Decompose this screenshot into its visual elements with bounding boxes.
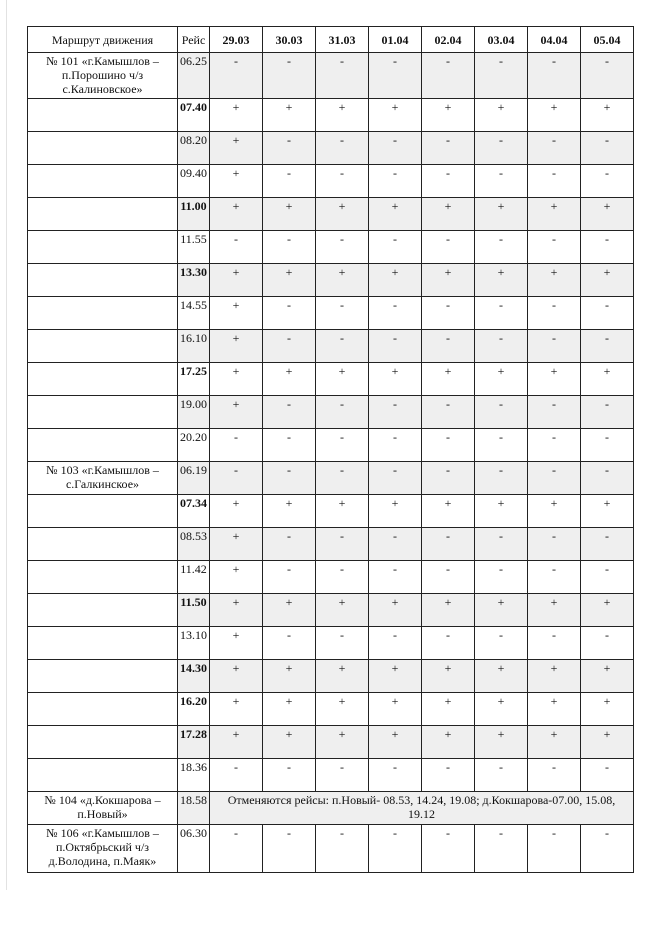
trip-mark: +: [581, 363, 634, 396]
trip-mark: +: [369, 495, 422, 528]
trip-time: 16.10: [178, 330, 210, 363]
trip-time: 11.55: [178, 231, 210, 264]
table-row: [28, 726, 634, 759]
trip-mark: +: [316, 264, 369, 297]
trip-mark: +: [210, 693, 263, 726]
schedule-body: [28, 53, 634, 873]
table-row: [28, 429, 634, 462]
route-name-empty: [28, 264, 178, 297]
trip-mark: -: [210, 825, 263, 873]
trip-mark: -: [263, 330, 316, 363]
trip-mark: +: [263, 594, 316, 627]
trip-mark: +: [210, 594, 263, 627]
trip-mark: +: [316, 594, 369, 627]
trip-mark: -: [422, 462, 475, 495]
trip-mark: -: [316, 561, 369, 594]
table-row: [28, 165, 634, 198]
trip-mark: -: [581, 759, 634, 792]
trip-mark: -: [316, 297, 369, 330]
trip-mark: -: [422, 132, 475, 165]
trip-mark: +: [369, 264, 422, 297]
trip-mark: -: [528, 165, 581, 198]
trip-mark: -: [369, 561, 422, 594]
trip-mark: -: [422, 429, 475, 462]
trip-mark: +: [369, 363, 422, 396]
trip-mark: -: [475, 462, 528, 495]
table-row: [28, 53, 634, 99]
trip-mark: +: [369, 693, 422, 726]
trip-mark: -: [210, 462, 263, 495]
trip-mark: +: [263, 198, 316, 231]
trip-time: 11.42: [178, 561, 210, 594]
trip-mark: -: [475, 132, 528, 165]
trip-mark: +: [369, 99, 422, 132]
trip-mark: -: [422, 627, 475, 660]
trip-mark: +: [316, 198, 369, 231]
trip-mark: -: [475, 429, 528, 462]
trip-mark: +: [369, 726, 422, 759]
route-name-empty: [28, 627, 178, 660]
table-row: [28, 594, 634, 627]
trip-mark: -: [422, 231, 475, 264]
table-row: [28, 825, 634, 873]
trip-mark: -: [263, 759, 316, 792]
table-row: [28, 363, 634, 396]
route-name-empty: [28, 165, 178, 198]
header-date: 05.04: [581, 27, 634, 53]
trip-mark: -: [369, 330, 422, 363]
trip-time: 06.30: [178, 825, 210, 873]
trip-mark: +: [422, 198, 475, 231]
trip-mark: -: [528, 429, 581, 462]
trip-mark: +: [316, 495, 369, 528]
trip-mark: -: [369, 528, 422, 561]
trip-mark: +: [210, 363, 263, 396]
trip-mark: -: [263, 429, 316, 462]
trip-mark: -: [263, 462, 316, 495]
trip-mark: -: [422, 53, 475, 99]
trip-mark: +: [263, 660, 316, 693]
trip-mark: -: [581, 297, 634, 330]
trip-mark: -: [316, 396, 369, 429]
table-row: [28, 759, 634, 792]
trip-mark: -: [528, 231, 581, 264]
cancellation-note: Отменяются рейсы: п.Новый- 08.53, 14.24, 19.08; д.Кокшарова-07.00, 15.08, 19.12: [210, 792, 634, 825]
trip-mark: +: [422, 495, 475, 528]
trip-mark: -: [528, 825, 581, 873]
trip-time: 06.19: [178, 462, 210, 495]
trip-mark: +: [263, 99, 316, 132]
trip-mark: -: [581, 330, 634, 363]
trip-mark: -: [528, 330, 581, 363]
trip-mark: +: [210, 198, 263, 231]
trip-mark: -: [422, 759, 475, 792]
trip-mark: +: [528, 660, 581, 693]
route-name-empty: [28, 693, 178, 726]
trip-mark: -: [475, 561, 528, 594]
trip-mark: -: [581, 825, 634, 873]
trip-mark: -: [475, 297, 528, 330]
trip-time: 06.25: [178, 53, 210, 99]
trip-mark: -: [369, 429, 422, 462]
trip-mark: +: [422, 726, 475, 759]
trip-mark: +: [475, 99, 528, 132]
trip-mark: -: [528, 132, 581, 165]
route-name-empty: [28, 594, 178, 627]
trip-mark: +: [316, 726, 369, 759]
table-row: [28, 462, 634, 495]
trip-mark: +: [263, 363, 316, 396]
trip-time: 18.36: [178, 759, 210, 792]
trip-mark: +: [581, 495, 634, 528]
trip-mark: +: [581, 693, 634, 726]
trip-mark: -: [263, 231, 316, 264]
trip-mark: +: [210, 297, 263, 330]
trip-mark: -: [316, 528, 369, 561]
trip-time: 17.25: [178, 363, 210, 396]
route-name-empty: [28, 198, 178, 231]
header-date: 31.03: [316, 27, 369, 53]
table-row: [28, 660, 634, 693]
trip-mark: -: [210, 429, 263, 462]
trip-mark: -: [263, 561, 316, 594]
page-left-edge: [0, 0, 7, 890]
trip-mark: -: [263, 528, 316, 561]
header-route: Маршрут движения: [28, 27, 178, 53]
table-row: [28, 792, 634, 825]
trip-mark: +: [581, 594, 634, 627]
trip-mark: +: [581, 660, 634, 693]
trip-time: 14.30: [178, 660, 210, 693]
trip-mark: +: [528, 198, 581, 231]
trip-mark: -: [369, 53, 422, 99]
header-date: 01.04: [369, 27, 422, 53]
trip-mark: -: [581, 462, 634, 495]
header-row: [28, 27, 634, 53]
trip-mark: -: [263, 627, 316, 660]
trip-mark: -: [316, 53, 369, 99]
route-name: № 106 «г.Камышлов – п.Октябрьский ч/з д.Володина, п.Маяк»: [28, 825, 178, 873]
trip-mark: -: [475, 627, 528, 660]
trip-time: 18.58: [178, 792, 210, 825]
route-name: № 104 «д.Кокшарова – п.Новый»: [28, 792, 178, 825]
trip-mark: -: [475, 53, 528, 99]
trip-mark: +: [369, 198, 422, 231]
route-name-empty: [28, 231, 178, 264]
trip-time: 08.20: [178, 132, 210, 165]
trip-mark: -: [581, 528, 634, 561]
trip-mark: +: [210, 528, 263, 561]
trip-mark: +: [210, 132, 263, 165]
trip-mark: +: [422, 660, 475, 693]
trip-mark: -: [316, 165, 369, 198]
table-row: [28, 561, 634, 594]
trip-mark: -: [316, 759, 369, 792]
trip-mark: -: [369, 297, 422, 330]
trip-mark: -: [210, 53, 263, 99]
header-date: 02.04: [422, 27, 475, 53]
trip-mark: -: [422, 165, 475, 198]
trip-mark: +: [369, 660, 422, 693]
trip-mark: -: [422, 330, 475, 363]
route-name-empty: [28, 495, 178, 528]
trip-mark: -: [528, 297, 581, 330]
trip-mark: -: [581, 561, 634, 594]
trip-mark: +: [210, 330, 263, 363]
trip-mark: +: [581, 726, 634, 759]
table-row: [28, 528, 634, 561]
route-name-empty: [28, 528, 178, 561]
trip-mark: +: [422, 594, 475, 627]
trip-mark: -: [316, 462, 369, 495]
trip-mark: -: [210, 231, 263, 264]
trip-mark: -: [475, 231, 528, 264]
trip-mark: -: [475, 396, 528, 429]
trip-mark: +: [528, 264, 581, 297]
trip-mark: -: [369, 759, 422, 792]
trip-mark: -: [369, 462, 422, 495]
table-row: [28, 396, 634, 429]
trip-mark: -: [475, 759, 528, 792]
trip-mark: +: [316, 693, 369, 726]
route-name: № 101 «г.Камышлов – п.Порошино ч/з с.Калиновское»: [28, 53, 178, 99]
trip-mark: +: [475, 660, 528, 693]
trip-mark: +: [528, 495, 581, 528]
trip-mark: +: [581, 99, 634, 132]
trip-mark: -: [528, 53, 581, 99]
trip-mark: -: [528, 462, 581, 495]
trip-mark: -: [528, 759, 581, 792]
trip-time: 11.50: [178, 594, 210, 627]
trip-mark: -: [263, 825, 316, 873]
trip-mark: -: [316, 825, 369, 873]
trip-mark: +: [475, 693, 528, 726]
trip-mark: +: [210, 660, 263, 693]
trip-mark: +: [528, 363, 581, 396]
trip-time: 09.40: [178, 165, 210, 198]
trip-mark: -: [475, 825, 528, 873]
trip-mark: +: [422, 693, 475, 726]
trip-mark: +: [263, 693, 316, 726]
trip-mark: +: [210, 561, 263, 594]
trip-mark: +: [210, 264, 263, 297]
trip-mark: +: [263, 495, 316, 528]
route-name-empty: [28, 132, 178, 165]
trip-mark: +: [581, 198, 634, 231]
trip-mark: +: [369, 594, 422, 627]
trip-mark: +: [475, 198, 528, 231]
trip-time: 13.10: [178, 627, 210, 660]
trip-time: 07.40: [178, 99, 210, 132]
trip-mark: +: [263, 726, 316, 759]
trip-mark: -: [581, 53, 634, 99]
trip-mark: -: [422, 561, 475, 594]
table-row: [28, 627, 634, 660]
trip-mark: +: [316, 660, 369, 693]
trip-mark: -: [210, 759, 263, 792]
trip-mark: +: [210, 396, 263, 429]
trip-mark: -: [475, 330, 528, 363]
route-name-empty: [28, 561, 178, 594]
trip-mark: -: [422, 528, 475, 561]
trip-mark: +: [475, 726, 528, 759]
trip-mark: -: [581, 165, 634, 198]
trip-mark: +: [422, 99, 475, 132]
trip-mark: -: [581, 396, 634, 429]
route-name-empty: [28, 660, 178, 693]
trip-mark: -: [263, 396, 316, 429]
trip-mark: -: [581, 429, 634, 462]
table-row: [28, 693, 634, 726]
trip-time: 07.34: [178, 495, 210, 528]
trip-mark: +: [210, 627, 263, 660]
table-row: [28, 231, 634, 264]
trip-mark: -: [422, 297, 475, 330]
trip-mark: +: [475, 594, 528, 627]
table-row: [28, 99, 634, 132]
trip-mark: -: [369, 627, 422, 660]
trip-mark: -: [581, 132, 634, 165]
trip-mark: -: [581, 231, 634, 264]
trip-mark: +: [475, 495, 528, 528]
trip-mark: +: [263, 264, 316, 297]
header-date: 03.04: [475, 27, 528, 53]
trip-mark: +: [528, 594, 581, 627]
trip-mark: -: [422, 396, 475, 429]
trip-mark: -: [263, 165, 316, 198]
trip-time: 20.20: [178, 429, 210, 462]
trip-mark: -: [422, 825, 475, 873]
table-row: [28, 297, 634, 330]
table-row: [28, 264, 634, 297]
trip-mark: -: [369, 231, 422, 264]
trip-time: 11.00: [178, 198, 210, 231]
trip-time: 14.55: [178, 297, 210, 330]
trip-mark: -: [581, 627, 634, 660]
trip-mark: -: [316, 627, 369, 660]
header-date: 04.04: [528, 27, 581, 53]
trip-mark: +: [210, 99, 263, 132]
trip-time: 16.20: [178, 693, 210, 726]
trip-time: 19.00: [178, 396, 210, 429]
table-row: [28, 330, 634, 363]
trip-mark: -: [316, 132, 369, 165]
trip-mark: -: [528, 396, 581, 429]
trip-mark: +: [210, 165, 263, 198]
route-name-empty: [28, 726, 178, 759]
trip-mark: +: [475, 363, 528, 396]
table-row: [28, 495, 634, 528]
trip-mark: -: [369, 132, 422, 165]
trip-mark: +: [422, 264, 475, 297]
route-name-empty: [28, 297, 178, 330]
trip-mark: +: [475, 264, 528, 297]
trip-mark: -: [528, 528, 581, 561]
schedule-table: [27, 26, 634, 873]
trip-mark: -: [263, 132, 316, 165]
trip-time: 17.28: [178, 726, 210, 759]
trip-mark: -: [316, 231, 369, 264]
table-row: [28, 132, 634, 165]
trip-mark: -: [263, 53, 316, 99]
trip-mark: -: [369, 165, 422, 198]
trip-mark: +: [316, 99, 369, 132]
trip-mark: -: [316, 429, 369, 462]
route-name-empty: [28, 429, 178, 462]
header-date: 30.03: [263, 27, 316, 53]
table-row: [28, 198, 634, 231]
trip-mark: +: [581, 264, 634, 297]
trip-mark: +: [422, 363, 475, 396]
trip-mark: -: [316, 330, 369, 363]
trip-time: 13.30: [178, 264, 210, 297]
route-name-empty: [28, 330, 178, 363]
route-name-empty: [28, 99, 178, 132]
trip-mark: -: [369, 825, 422, 873]
header-date: 29.03: [210, 27, 263, 53]
header-trip: Рейс: [178, 27, 210, 53]
trip-mark: +: [528, 693, 581, 726]
trip-mark: -: [528, 627, 581, 660]
trip-mark: -: [263, 297, 316, 330]
route-name-empty: [28, 759, 178, 792]
trip-mark: +: [528, 99, 581, 132]
route-name: № 103 «г.Камышлов – с.Галкинское»: [28, 462, 178, 495]
trip-mark: -: [369, 396, 422, 429]
trip-mark: +: [210, 495, 263, 528]
trip-mark: -: [528, 561, 581, 594]
trip-mark: -: [475, 165, 528, 198]
trip-mark: +: [210, 726, 263, 759]
trip-time: 08.53: [178, 528, 210, 561]
trip-mark: +: [316, 363, 369, 396]
route-name-empty: [28, 363, 178, 396]
trip-mark: +: [528, 726, 581, 759]
trip-mark: -: [475, 528, 528, 561]
route-name-empty: [28, 396, 178, 429]
